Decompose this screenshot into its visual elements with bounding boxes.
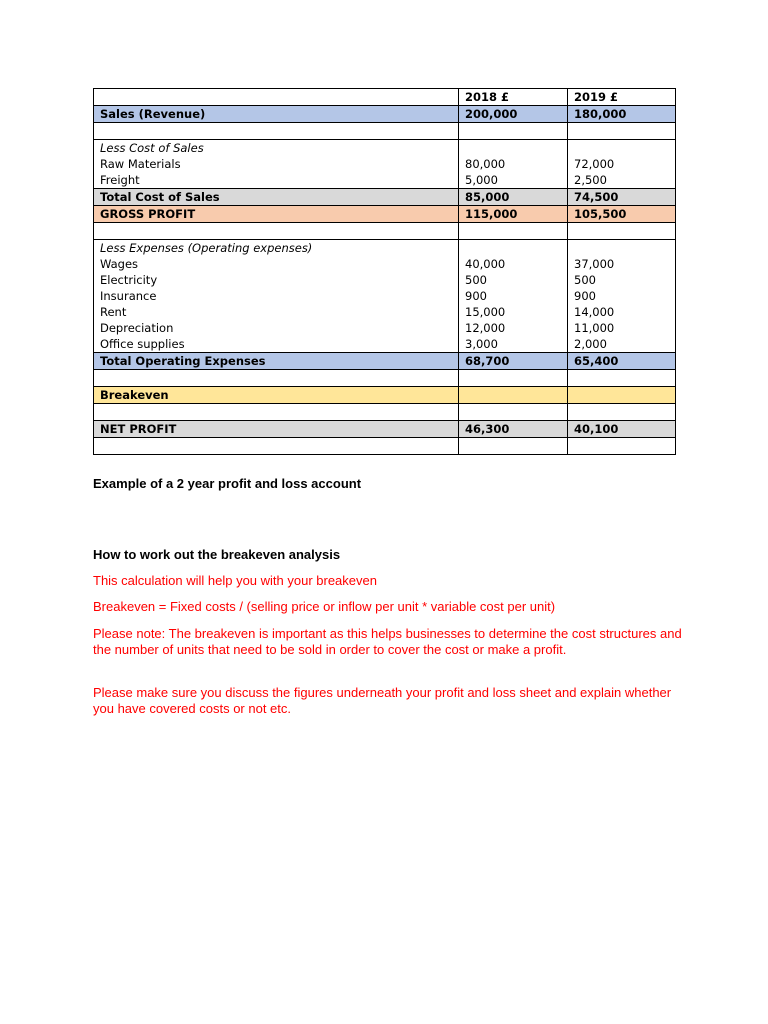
table-row-rent (94, 304, 676, 320)
row-2018-value: 40,000 (459, 256, 568, 272)
row-2019-value (568, 404, 676, 421)
row-2018-value: 80,000 (459, 156, 568, 172)
row-2019-value: 2,000 (568, 336, 676, 353)
row-2018-value: 12,000 (459, 320, 568, 336)
row-2018-value: 200,000 (459, 106, 568, 123)
table-row-expenses-heading (94, 240, 676, 257)
row-2018-value: 3,000 (459, 336, 568, 353)
row-label: Less Expenses (Operating expenses) (94, 240, 459, 257)
note-paragraph-importance: Please note: The breakeven is important as this helps businesses to determine the cost structures and the number of units that need to be sold in order to cover the cost or make a profit. (93, 626, 682, 657)
row-2018-value (459, 438, 568, 455)
row-2018-value: 500 (459, 272, 568, 288)
row-2018-value: 85,000 (459, 189, 568, 206)
header-2018-cell: 2018 £ (459, 89, 568, 106)
row-2019-value (568, 223, 676, 240)
table-row-gross-profit (94, 206, 676, 223)
row-2018-value (459, 223, 568, 240)
row-2018-value (459, 370, 568, 387)
row-label: Raw Materials (94, 156, 459, 172)
row-label: Less Cost of Sales (94, 140, 459, 157)
header-2019-cell: 2019 £ (568, 89, 676, 106)
row-2019-value (568, 123, 676, 140)
row-2018-value: 46,300 (459, 421, 568, 438)
row-label: Insurance (94, 288, 459, 304)
table-row-blank (94, 438, 676, 455)
row-2018-value: 68,700 (459, 353, 568, 370)
row-2018-value: 15,000 (459, 304, 568, 320)
table-row-freight (94, 172, 676, 189)
row-label: Breakeven (94, 387, 459, 404)
table-row-blank (94, 223, 676, 240)
row-label: Wages (94, 256, 459, 272)
row-2018-value (459, 404, 568, 421)
row-label: Sales (Revenue) (94, 106, 459, 123)
row-2019-value: 900 (568, 288, 676, 304)
row-2019-value (568, 438, 676, 455)
note-paragraph-instructions: Please make sure you discuss the figures underneath your profit and loss sheet and explain whether you have covered costs or not etc. (93, 685, 672, 716)
row-2019-value: 105,500 (568, 206, 676, 223)
row-label (94, 370, 459, 387)
row-label: Total Operating Expenses (94, 353, 459, 370)
row-2018-value: 115,000 (459, 206, 568, 223)
row-2019-value (568, 140, 676, 157)
table-row-cost-of-sales-heading (94, 140, 676, 157)
table-row-breakeven (94, 387, 676, 404)
row-label: NET PROFIT (94, 421, 459, 438)
row-2019-value: 74,500 (568, 189, 676, 206)
row-2019-value: 40,100 (568, 421, 676, 438)
table-row-blank (94, 123, 676, 140)
row-label: Total Cost of Sales (94, 189, 459, 206)
row-2019-value: 14,000 (568, 304, 676, 320)
row-2019-value (568, 240, 676, 257)
row-2019-value (568, 387, 676, 404)
row-2019-value: 2,500 (568, 172, 676, 189)
table-row-electricity (94, 272, 676, 288)
row-2019-value: 65,400 (568, 353, 676, 370)
row-label (94, 438, 459, 455)
note-paragraph-formula: Breakeven = Fixed costs / (selling price or inflow per unit * variable cost per unit) (93, 599, 556, 614)
row-2019-value: 72,000 (568, 156, 676, 172)
table-row-raw-materials (94, 156, 676, 172)
header-label-cell (94, 89, 459, 106)
table-row-net-profit (94, 421, 676, 438)
table-row-depreciation (94, 320, 676, 336)
table-row-office-supplies (94, 336, 676, 353)
row-label: Electricity (94, 272, 459, 288)
row-2018-value (459, 387, 568, 404)
row-label: Depreciation (94, 320, 459, 336)
row-2018-value: 900 (459, 288, 568, 304)
row-label: Office supplies (94, 336, 459, 353)
section-heading: How to work out the breakeven analysis (93, 547, 341, 562)
table-row-total-operating-expenses (94, 353, 676, 370)
row-label: Rent (94, 304, 459, 320)
profit-loss-table (93, 88, 676, 455)
row-label: Freight (94, 172, 459, 189)
row-2019-value: 500 (568, 272, 676, 288)
table-row-insurance (94, 288, 676, 304)
table-row-wages (94, 256, 676, 272)
row-2019-value: 37,000 (568, 256, 676, 272)
row-label (94, 223, 459, 240)
table-row-sales (94, 106, 676, 123)
table-caption: Example of a 2 year profit and loss account (93, 476, 362, 491)
row-2019-value: 180,000 (568, 106, 676, 123)
row-2019-value: 11,000 (568, 320, 676, 336)
row-label (94, 123, 459, 140)
row-label: GROSS PROFIT (94, 206, 459, 223)
table-row-total-cost-of-sales (94, 189, 676, 206)
table-row-blank (94, 370, 676, 387)
table-header-row (94, 89, 676, 106)
row-2018-value: 5,000 (459, 172, 568, 189)
row-2018-value (459, 240, 568, 257)
table-row-blank (94, 404, 676, 421)
row-2018-value (459, 140, 568, 157)
row-label (94, 404, 459, 421)
note-paragraph-1: This calculation will help you with your breakeven (93, 573, 377, 588)
row-2018-value (459, 123, 568, 140)
row-2019-value (568, 370, 676, 387)
